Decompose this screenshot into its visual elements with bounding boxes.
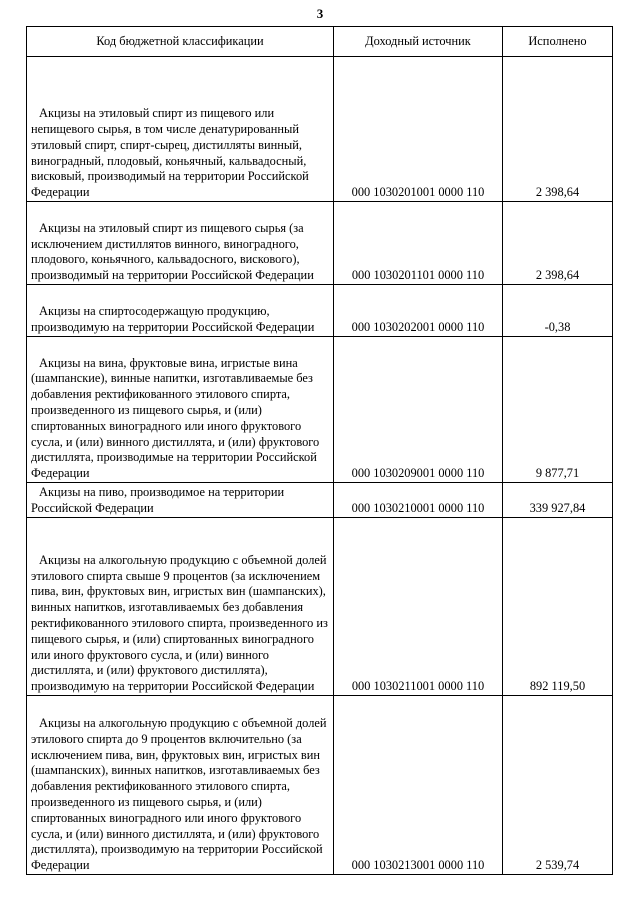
row-description-text: Акцизы на этиловый спирт из пищевого сырья (за исключением дистиллятов винного, виноградного, плодового, коньячного, кальвадосного, вискового), производимый на территории Российской Федерации: [31, 220, 314, 283]
row-description-text: Акцизы на алкогольную продукцию с объемной долей этилового спирта свыше 9 процентов (за исключением пива, вин, фруктовых вин, игристых вин (шампанских), винных напитков, изготавливаемых без добавления ректификованного этилового спирта, произведенного из пищевого сырья, и (или) спиртованных виноградного или иного фруктового сусла, и (или) винного дистиллята, и (или) фруктового дистиллята), производимую на территории Российской Федерации: [31, 552, 328, 694]
table-row: [27, 696, 613, 875]
row-description-text: Акцизы на этиловый спирт из пищевого или непищевого сырья, в том числе денатурированный этиловый спирт, спирт-сырец, дистилляты винный, виноградный, плодовый, коньячный, кальвадосный, висковый, производимый на территории Российской Федерации: [31, 106, 309, 200]
row-code: 000 1030201001 0000 110: [334, 57, 503, 202]
row-amount: 339 927,84: [503, 483, 613, 518]
row-code: 000 1030202001 0000 110: [334, 285, 503, 337]
table-row: [27, 518, 613, 696]
row-description: [27, 285, 334, 337]
row-description: [27, 202, 334, 285]
header-executed: Исполнено: [503, 27, 613, 57]
row-code: 000 1030211001 0000 110: [334, 518, 503, 696]
row-amount: 2 398,64: [503, 202, 613, 285]
page-number: 3: [316, 6, 324, 21]
row-code: 000 1030209001 0000 110: [334, 337, 503, 483]
row-description: [27, 337, 334, 483]
row-description-text: Акцизы на пиво, производимое на территории Российской Федерации: [31, 485, 285, 516]
header-row: [27, 27, 613, 57]
header-classification: Код бюджетной классификации: [27, 27, 334, 57]
row-amount: 892 119,50: [503, 518, 613, 696]
table-row: [27, 202, 613, 285]
row-code: 000 1030201101 0000 110: [334, 202, 503, 285]
header-source: Доходный источник: [334, 27, 503, 57]
row-code: 000 1030213001 0000 110: [334, 696, 503, 875]
table-header: [27, 27, 613, 57]
row-description: [27, 57, 334, 202]
table-row: [27, 57, 613, 202]
row-description-text: Акцизы на спиртосодержащую продукцию, производимую на территории Российской Федерации: [31, 304, 315, 335]
budget-table: [26, 26, 613, 875]
table-row: [27, 337, 613, 483]
row-description-text: Акцизы на алкогольную продукцию с объемной долей этилового спирта до 9 процентов включительно (за исключением пива, вин, фруктовых вин, игристых вин (шампанских), винных напитков, изготавливаемых без добавления ректификованного этилового спирта, произведенного из пищевого сырья, и (или) спиртованных виноградного или иного фруктового сусла, и (или) винного дистиллята, и (или) фруктового дистиллята), производимую на территории Российской Федерации: [31, 716, 327, 873]
row-description: [27, 518, 334, 696]
row-code: 000 1030210001 0000 110: [334, 483, 503, 518]
row-amount: -0,38: [503, 285, 613, 337]
row-description: [27, 696, 334, 875]
row-amount: 9 877,71: [503, 337, 613, 483]
table-body: [27, 57, 613, 875]
table-row: [27, 483, 613, 518]
row-description-text: Акцизы на вина, фруктовые вина, игристые вина (шампанские), винные напитки, изготавливаемые без добавления ректификованного этилового спирта, произведенного из пищевого сырья, и (или) спиртованных виноградного или иного фруктового сусла, и (или) винного дистиллята, и (или) фруктового дистиллята, производимые на территории Российской Федерации: [31, 355, 320, 481]
table-row: [27, 285, 613, 337]
row-amount: 2 398,64: [503, 57, 613, 202]
row-amount: 2 539,74: [503, 696, 613, 875]
row-description: [27, 483, 334, 518]
